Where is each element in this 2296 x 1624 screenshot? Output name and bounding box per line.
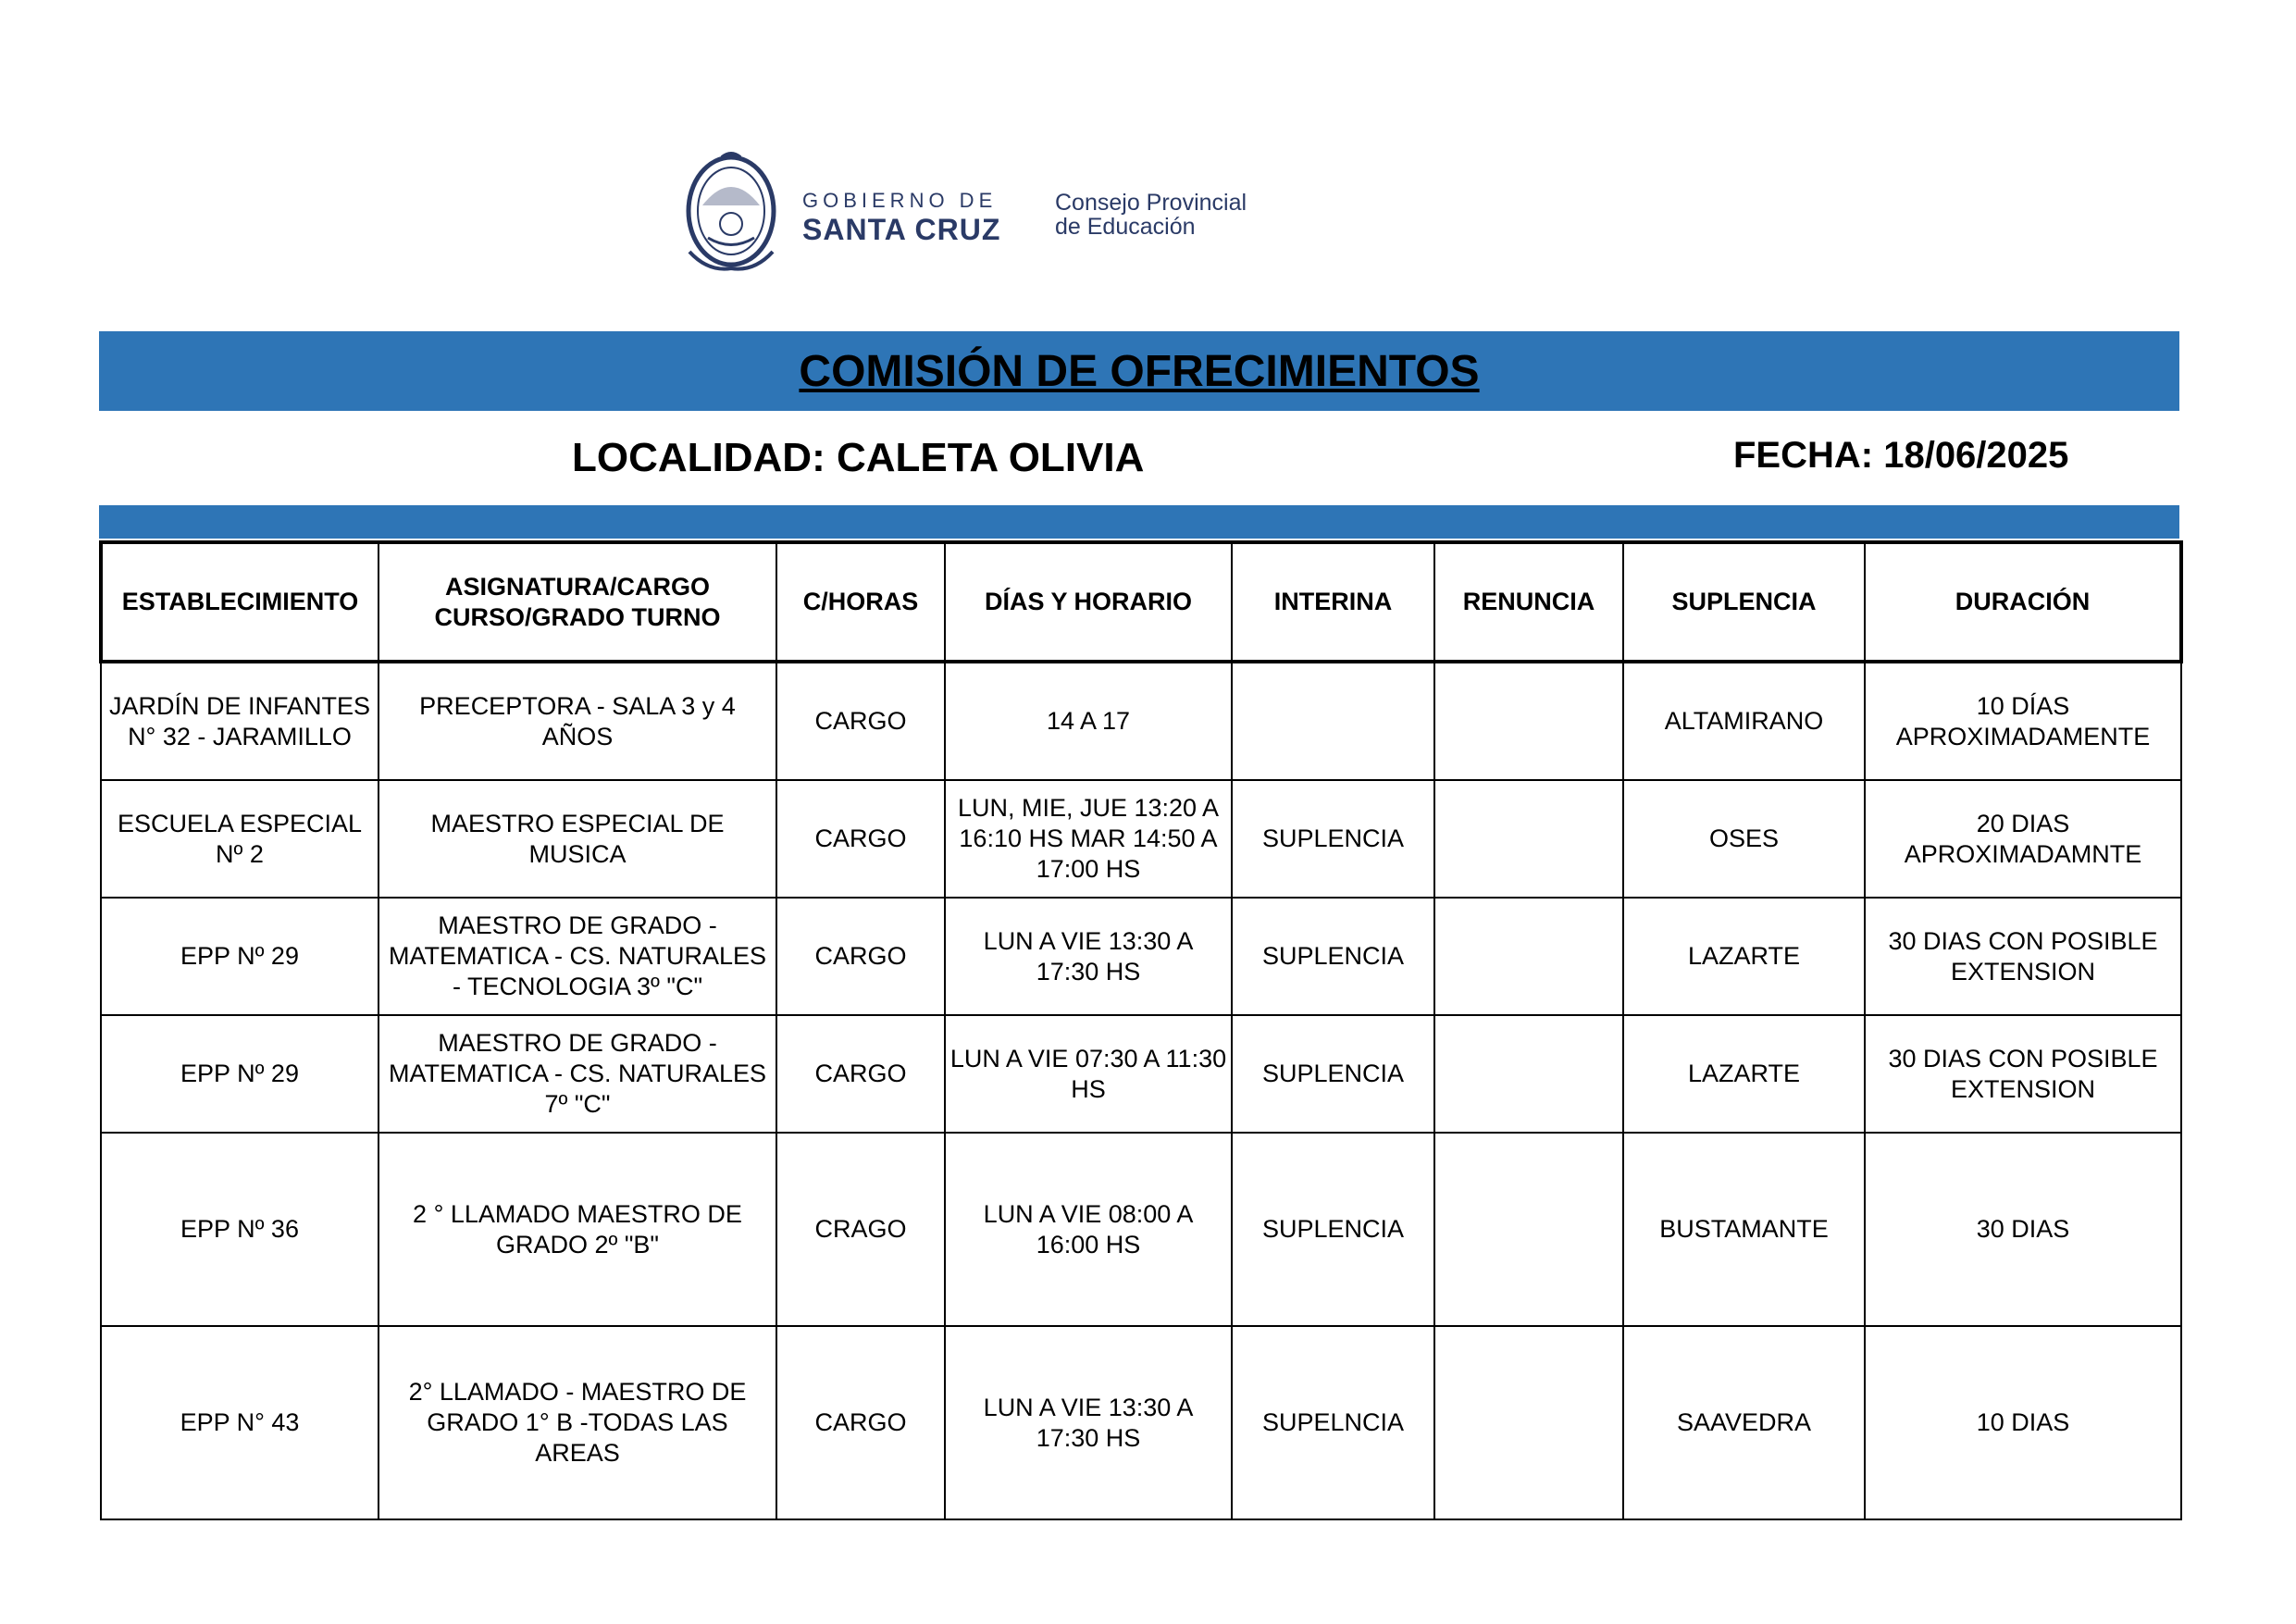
table-cell: SUPELNCIA [1232, 1326, 1434, 1519]
title-band [99, 331, 2179, 411]
table-cell: LAZARTE [1623, 898, 1865, 1015]
fecha-label: FECHA: 18/06/2025 [1733, 435, 2069, 476]
consejo-label [1055, 191, 1247, 239]
table-row [101, 662, 2181, 780]
table-cell: 30 DIAS CON POSIBLE EXTENSION [1865, 1015, 2181, 1133]
table-row [101, 898, 2181, 1015]
table-cell: LUN A VIE 13:30 A 17:30 HS [945, 1326, 1232, 1519]
table-cell: PRECEPTORA - SALA 3 y 4 AÑOS [379, 662, 776, 780]
table-cell: CRAGO [776, 1133, 945, 1326]
table-cell: 30 DIAS CON POSIBLE EXTENSION [1865, 898, 2181, 1015]
table-cell [1434, 662, 1623, 780]
separator-band [99, 505, 2179, 539]
table-cell: CARGO [776, 1326, 945, 1519]
table-cell: LUN A VIE 08:00 A 16:00 HS [945, 1133, 1232, 1326]
table-cell: LUN A VIE 13:30 A 17:30 HS [945, 898, 1232, 1015]
col-header: SUPLENCIA [1623, 542, 1865, 662]
table-cell: 20 DIAS APROXIMADAMNTE [1865, 780, 2181, 898]
offers-table [99, 540, 2183, 1520]
santa-cruz-crest-icon [680, 150, 782, 275]
localidad-label: LOCALIDAD: CALETA OLIVIA [572, 435, 1145, 480]
table-cell: 2° LLAMADO - MAESTRO DE GRADO 1° B -TODAS LAS AREAS [379, 1326, 776, 1519]
table-cell: LUN, MIE, JUE 13:20 A 16:10 HS MAR 14:50 A 17:00 HS [945, 780, 1232, 898]
table-row [101, 1015, 2181, 1133]
col-header: INTERINA [1232, 542, 1434, 662]
consejo-line2: de Educación [1055, 214, 1196, 240]
table-cell: CARGO [776, 898, 945, 1015]
table-cell: 2 ° LLAMADO MAESTRO DE GRADO 2º "B" [379, 1133, 776, 1326]
page-title: COMISIÓN DE OFRECIMIENTOS [799, 346, 1480, 396]
table-cell: MAESTRO DE GRADO - MATEMATICA - CS. NATURALES 7º "C" [379, 1015, 776, 1133]
col-header: ESTABLECIMIENTO [101, 542, 379, 662]
table-header-row [101, 542, 2181, 662]
table-cell: LAZARTE [1623, 1015, 1865, 1133]
table-cell [1434, 1133, 1623, 1326]
gov-line2: SANTA CRUZ [802, 213, 1001, 246]
table-cell [1434, 898, 1623, 1015]
consejo-line1: Consejo Provincial [1055, 190, 1247, 216]
table-cell: SUPLENCIA [1232, 780, 1434, 898]
col-header: RENUNCIA [1434, 542, 1623, 662]
table-row [101, 1133, 2181, 1326]
table-cell: SUPLENCIA [1232, 1133, 1434, 1326]
table-cell: EPP N° 43 [101, 1326, 379, 1519]
table-cell [1434, 1015, 1623, 1133]
col-header: ASIGNATURA/CARGO CURSO/GRADO TURNO [379, 542, 776, 662]
table-cell: EPP Nº 36 [101, 1133, 379, 1326]
table-cell [1434, 780, 1623, 898]
table-cell: EPP Nº 29 [101, 1015, 379, 1133]
table-cell: CARGO [776, 1015, 945, 1133]
table-cell: 30 DIAS [1865, 1133, 2181, 1326]
table-cell [1232, 662, 1434, 780]
gov-line1: GOBIERNO DE [802, 189, 998, 212]
table-cell: 10 DÍAS APROXIMADAMENTE [1865, 662, 2181, 780]
header-logo [680, 150, 1291, 275]
table-cell: ESCUELA ESPECIAL Nº 2 [101, 780, 379, 898]
table-cell: MAESTRO ESPECIAL DE MUSICA [379, 780, 776, 898]
table-cell: SUPLENCIA [1232, 898, 1434, 1015]
table-row [101, 780, 2181, 898]
table-cell: BUSTAMANTE [1623, 1133, 1865, 1326]
table-cell: CARGO [776, 780, 945, 898]
table-cell: OSES [1623, 780, 1865, 898]
table-cell: 10 DIAS [1865, 1326, 2181, 1519]
table-cell: ALTAMIRANO [1623, 662, 1865, 780]
table-cell: SAAVEDRA [1623, 1326, 1865, 1519]
table-cell: EPP Nº 29 [101, 898, 379, 1015]
table-cell [1434, 1326, 1623, 1519]
col-header: DURACIÓN [1865, 542, 2181, 662]
table-cell: MAESTRO DE GRADO - MATEMATICA - CS. NATURALES - TECNOLOGIA 3º "C" [379, 898, 776, 1015]
col-header: C/HORAS [776, 542, 945, 662]
table-cell: LUN A VIE 07:30 A 11:30 HS [945, 1015, 1232, 1133]
table-row [101, 1326, 2181, 1519]
table-cell: SUPLENCIA [1232, 1015, 1434, 1133]
col-header: DÍAS Y HORARIO [945, 542, 1232, 662]
table-cell: CARGO [776, 662, 945, 780]
table-cell: 14 A 17 [945, 662, 1232, 780]
table-cell: JARDÍN DE INFANTES N° 32 - JARAMILLO [101, 662, 379, 780]
